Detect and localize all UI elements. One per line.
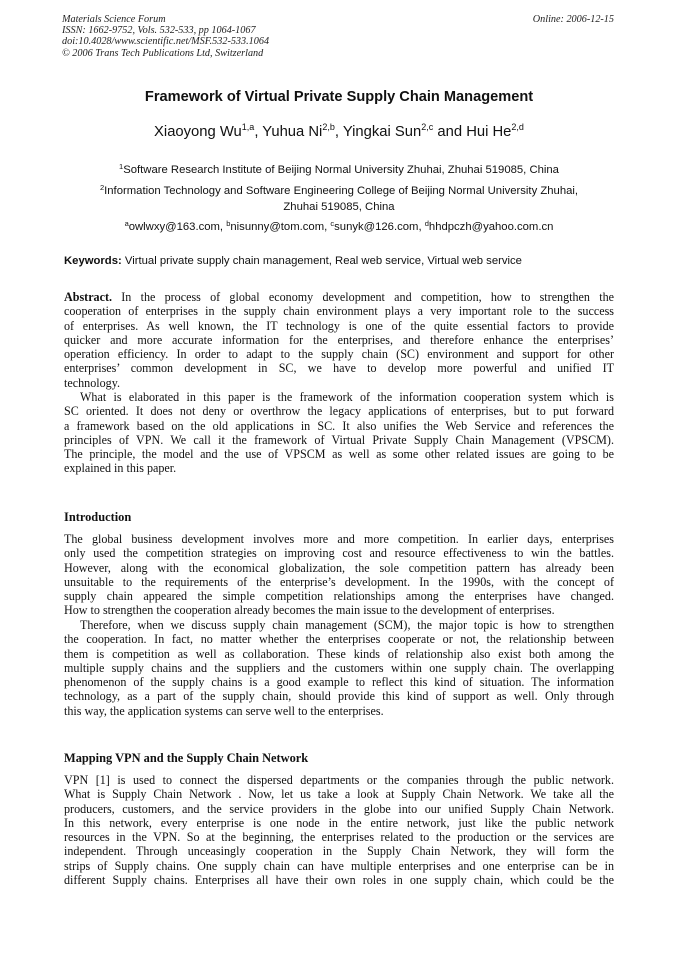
text-line: supply chain appeared the simple competition relationships among the enterprises have changed. xyxy=(64,589,614,604)
text-line: phenomenon of the supply chains is a good example to reflect this kind of situation. The information xyxy=(64,675,614,690)
text-line: only used the competition strategies on improving cost and resource effectiveness to win the battles. xyxy=(64,546,614,561)
text-line: technology. xyxy=(64,375,120,390)
text-line: a framework based on the old applications in SC. It also unifies the Web Service and references the xyxy=(64,418,614,433)
text-line: multiple supply chains and the suppliers and the customers within one supply chain. The overlapping xyxy=(64,660,614,675)
text-line: them is competition as well as collaboration. These kinds of relationship also exist both among the xyxy=(64,646,614,661)
text-line: the cooperation. In fact, no matter whether the enterprises cooperate or not, the relationship between xyxy=(64,632,614,647)
online-date: Online: 2006-12-15 xyxy=(532,14,614,25)
text-line: The principle, the model and the use of VPSCM as well as some other related issues are going to be xyxy=(64,447,614,462)
email-list xyxy=(40,219,638,235)
email-marker: b xyxy=(226,219,231,228)
mapping-paragraph-1 xyxy=(64,773,614,887)
author-name: Yuhua Ni xyxy=(262,124,323,140)
affiliation-text: Information Technology and Software Engineering College of Beijing Normal University Zhuhai, xyxy=(104,185,579,197)
author-affil-marker: 2,b xyxy=(322,122,335,132)
section-heading-introduction: Introduction xyxy=(64,510,132,524)
author-affil-marker: 1,a xyxy=(241,122,255,132)
text-line: How to strengthen the cooperation already becomes the main issue to the development of enterprises. xyxy=(64,603,555,618)
text-line: explained in this paper. xyxy=(64,461,177,476)
text-line: principles of VPN. We call it the framework of Virtual Private Supply Chain Management (VPSCM). xyxy=(64,432,614,447)
keywords-label: Keywords: xyxy=(64,255,122,267)
introduction-paragraph-1 xyxy=(64,532,614,618)
section-heading-mapping: Mapping VPN and the Supply Chain Network xyxy=(64,751,309,765)
email-marker: d xyxy=(424,219,429,228)
author-name: Yingkai Sun xyxy=(342,124,422,140)
text-line: enterprises’ common development in SC, we have to develop more powerful and unified IT xyxy=(64,361,614,376)
text-line: independent. Through unceasingly cooperation in the Supply Chain Network, they will form the xyxy=(64,844,614,859)
abstract-label: Abstract. xyxy=(64,290,113,304)
doi-line: doi:10.4028/www.scientific.net/MSF.532-533.1064 xyxy=(62,36,270,48)
text-line: resources in the VPN. So at the beginning, the enterprises related to the production or the services are xyxy=(64,830,614,845)
text-line: producers, customers, and the service providers in the globe into our unified Supply Chain Network. xyxy=(64,801,614,816)
author-affil-marker: 2,d xyxy=(511,122,524,132)
text-line xyxy=(64,290,614,304)
abstract-paragraph-2 xyxy=(64,390,614,476)
text-line: cooperation of enterprises in the supply chain environment plays a very important role to the success xyxy=(64,304,614,319)
author-list: Xiaoyong Wu$^{1,a}$, Yuhua Ni$^{2,b}$, Yingkai Sun$^{2,c}$ and Hui He$^{2,d}$ xyxy=(154,122,524,140)
text-line: The global business development involves more and more competition. In earlier days, enterprises xyxy=(64,532,614,546)
text-line: different Supply chains. Enterprises all have their own roles in one supply chain, which could be the xyxy=(64,873,614,888)
journal-header xyxy=(62,14,269,59)
author-name: Hui He xyxy=(466,124,512,140)
email-marker: c xyxy=(330,219,335,228)
email-address: sunyk@126.com, xyxy=(334,221,425,233)
text-line: operation efficiency. In order to adapt to the supply chain (SC) environment and support for other xyxy=(64,347,614,362)
text-line: What is Supply Chain Network . Now, let us take a look at Supply Chain Network. We take all the xyxy=(64,787,614,802)
abstract-paragraph-1 xyxy=(64,290,614,390)
author-affil-marker: 2,c xyxy=(421,122,434,132)
text-line: SC oriented. It does not deny or overthrow the legacy applications of enterprises, but to put forward xyxy=(64,404,614,419)
text-line: this way, the application systems can serve well to the enterprises. xyxy=(64,703,384,718)
affiliation-2 xyxy=(40,183,638,215)
keywords xyxy=(64,255,624,267)
copyright-line: © 2006 Trans Tech Publications Ltd, Switzerland xyxy=(62,47,264,59)
text-line: unsuitable to the requirements of the enterprise’s development. In the 1990s, with the concept of xyxy=(64,574,614,589)
text-line: Therefore, when we discuss supply chain management (SCM), the major topic is how to strengthen xyxy=(80,618,614,632)
text-line: strips of Supply chains. One supply chain can have multiple enterprises and one enterprise can be in xyxy=(64,858,614,873)
affiliation-text: Zhuhai 519085, China xyxy=(283,201,395,213)
paper-title: Framework of Virtual Private Supply Chain Management xyxy=(144,89,534,105)
affiliation-marker: 2 xyxy=(99,183,105,192)
text-line: of enterprises. As well known, the IT technology is one of the quite essential factors to provide xyxy=(64,318,614,333)
text-line: What is elaborated in this paper is the framework of the information cooperation system which is xyxy=(80,390,614,404)
text-line: technology, as a part of the supply chain, should provide this kind of support as well. Only through xyxy=(64,689,614,704)
affiliation-1 xyxy=(40,162,638,178)
keywords-text: Virtual private supply chain management, Real web service, Virtual web service xyxy=(121,255,522,267)
email-address: owlwxy@163.com, xyxy=(128,221,227,233)
email-address: nisunny@tom.com, xyxy=(230,221,331,233)
text-line: In this network, every enterprise is one node in the entire network, just like the public network xyxy=(64,815,614,830)
introduction-paragraph-2 xyxy=(64,618,614,718)
line-text: In the process of global economy development and competition, how to strengthen the xyxy=(112,290,614,304)
author-name: Xiaoyong Wu xyxy=(154,124,242,140)
affiliation-marker: 1 xyxy=(119,162,124,171)
affiliation-text: Software Research Institute of Beijing Normal University Zhuhai, Zhuhai 519085, China xyxy=(123,164,559,176)
text-line: quicker and more accurate information for the enterprises, and therefore enhance the enterprises’ xyxy=(64,332,614,347)
issn-line: ISSN: 1662-9752, Vols. 532-533, pp 1064-1067 xyxy=(62,25,256,37)
journal-name: Materials Science Forum xyxy=(62,14,166,25)
email-marker: a xyxy=(124,219,129,228)
email-address: hhdpczh@yahoo.com.cn xyxy=(428,221,554,233)
text-line: VPN [1] is used to connect the dispersed departments or the companies through the public network. xyxy=(64,773,614,787)
text-line: However, along with the economical globalization, the sole competition pattern has already been xyxy=(64,560,614,575)
